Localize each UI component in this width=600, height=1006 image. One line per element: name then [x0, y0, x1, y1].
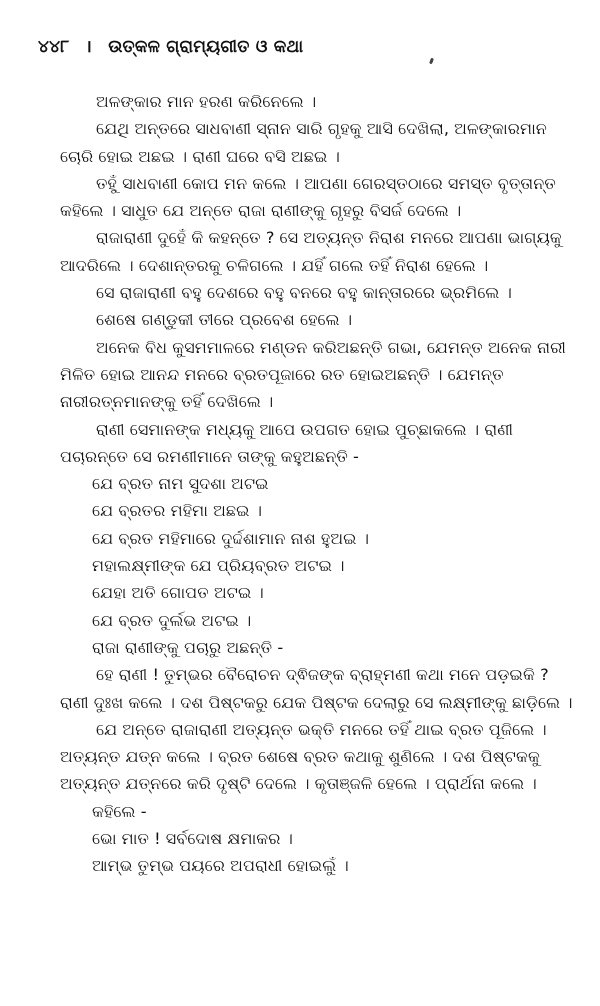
book-title: ଉତ୍କଳ ଗ୍ରାମ୍ୟଗୀତ ଓ କଥା: [108, 37, 304, 57]
paragraph: ଯେ ଅନ୍ତେ ରାଜାରାଣୀ ଅତ୍ୟନ୍ତ ଭକ୍ତି ମନରେ ତହିଁ ଥାଇ ବ୍ରତ ପୂଜିଲେ । ଅତ୍ୟନ୍ତ ଯତ୍ନ କଲେ । ବ୍ରତ ଶେଷେ ବ୍ରତ କଥାକୁ ଶୁଣିଲେ । ଦଶ ପିଷ୍ଟକକୁ ଅତ୍ୟନ୍ତ ଯତ୍ନରେ କରି ଦୃଷ୍ଟି ଦେଲେ । କୃତାଞ୍ଜଳି ହେଲେ । ପ୍ରାର୍ଥନା କଲେ ।: [60, 719, 547, 794]
paragraph: ରାଜାରାଣୀ ଦୁହେଁ କି କହନ୍ତେ ? ସେ ଅତ୍ୟନ୍ତ ନିରାଶ ମନରେ ଆପଣା ଭାଗ୍ୟକୁ ଆଦରିଲେ । ଦେଶାନ୍ତରକୁ ଚଳିଗଲେ । ଯହିଁ ଗଲେ ତହିଁ ନିରାଶ ହେଲେ ।: [60, 228, 562, 275]
verse-line: ଯେହା ଅତି ଗୋପତ ଅଟଇ ।: [92, 583, 264, 603]
verse-line: ମହାଲକ୍ଷ୍ମୀଙ୍କ ଯେ ପ୍ରିୟବ୍ରତ ଅଟଇ ।: [92, 556, 345, 576]
page-body: [60, 88, 580, 880]
paragraph: ତହୁଁ ସାଧବାଣୀ କୋପ ମନ କଲେ । ଆପଣା ଗେରସ୍ତଠାରେ ସମସ୍ତ ବୃତ୍ତାନ୍ତ କହିଲେ । ସାଧୁତ ଯେ ଅନ୍ତେ ରାଜା ରାଣୀଙ୍କୁ ଗୃହରୁ ବିସର୍ଜ ଦେଲେ ।: [60, 173, 556, 221]
page-header: [38, 34, 303, 57]
page-number: ୪୪୮: [38, 37, 70, 57]
paragraph: ସେ ରାଜାରାଣୀ ବହୁ ଦେଶରେ ବହୁ ବନରେ ବହୁ କାନ୍ତାରରେ ଭ୍ରମିଲେ ।: [96, 283, 512, 303]
narration-line: କହିଲେ -: [92, 801, 147, 821]
paragraph: ହେ ରାଣୀ ! ତୁମ୍ଭର ବୈରୋଚନ ଦ୍ଵିଜଙ୍କ ବ୍ରାହ୍ମଣୀ କଥା ମନେ ପଡ଼ଇକି ? ରାଣୀ ଦୁଃଖ କଲେ । ଦଶ ପିଷ୍ଟକରୁ ଯେକ ପିଷ୍ଟକ ଦେଲାରୁ ସେ ଲକ୍ଷ୍ମୀଙ୍କୁ ଛାଡ଼ିଲେ ।: [60, 665, 573, 712]
paragraph: ଶେଷେ ଗଣ୍ଡୁକୀ ତୀରେ ପ୍ରବେଶ ହେଲେ ।: [96, 310, 353, 330]
verse-line: ଯେ ବ୍ରତର ମହିମା ଅଛଇ ।: [92, 501, 263, 521]
ink-speck: [429, 58, 434, 65]
verse-line: ଯେ ବ୍ରତ ମହିମାରେ ଦୁର୍ଦ୍ଦଶାମାନ ନାଶ ହୁଅଇ ।: [92, 528, 369, 548]
paragraph: ଯେଥି ଅନ୍ତରେ ସାଧବାଣୀ ସ୍ନାନ ସାରି ଗୃହକୁ ଆସି ଦେଖିଲା, ଅଳଙ୍କାରମାନ ଚୋରି ହୋଇ ଅଛଇ । ରାଣୀ ଘରେ ବସି ଅଛଇ ।: [60, 119, 547, 166]
paragraph: ଅନେକ ବିଧ କୁସମମାଳରେ ମଣ୍ଡନ କରିଅଛନ୍ତି ଗଭା, ଯେମନ୍ତ ଅନେକ ନାରୀ ମିଳିତ ହୋଇ ଆନନ୍ଦ ମନରେ ବ୍ରତପୂଜାରେ ରତ ହୋଇଅଛନ୍ତି । ଯେମନ୍ତ ନାରୀରତ୍ନମାନଙ୍କୁ ତହିଁ ଦେଖିଲେ ।: [60, 337, 566, 412]
header-separator: ।: [85, 37, 93, 57]
paragraph: ରାଣୀ ସେମାନଙ୍କ ମଧ୍ୟକୁ ଆପେ ଉପଗତ ହୋଇ ପୁଚ୍ଛାକଲେ । ରାଣୀ ପଚାରନ୍ତେ ସେ ରମଣୀମାନେ ତାଙ୍କୁ କହୁଅଛନ୍ତି -: [60, 419, 513, 466]
verse-line: ଯେ ବ୍ରତ ନାମ ସୁଦଶା ଅଟଇ: [92, 474, 269, 494]
narration-line: ରାଜା ରାଣୀଙ୍କୁ ପଚାରୁ ଅଛନ୍ତି -: [92, 637, 284, 657]
verse-line: ଭୋ ମାତ ! ସର୍ବଦୋଷ କ୍ଷମାକର ।: [92, 829, 293, 849]
paragraph: ଅଳଙ୍କାର ମାନ ହରଣ କରିନେଲେ ।: [96, 92, 317, 111]
verse-line: ଆମ୍ଭ ତୁମ୍ଭ ପୟରେ ଅପରାଧୀ ହୋଇଲୁଁ ।: [92, 856, 349, 876]
verse-line: ଯେ ବ୍ରତ ଦୁର୍ଲଭ ଅଟଇ ।: [92, 610, 252, 630]
